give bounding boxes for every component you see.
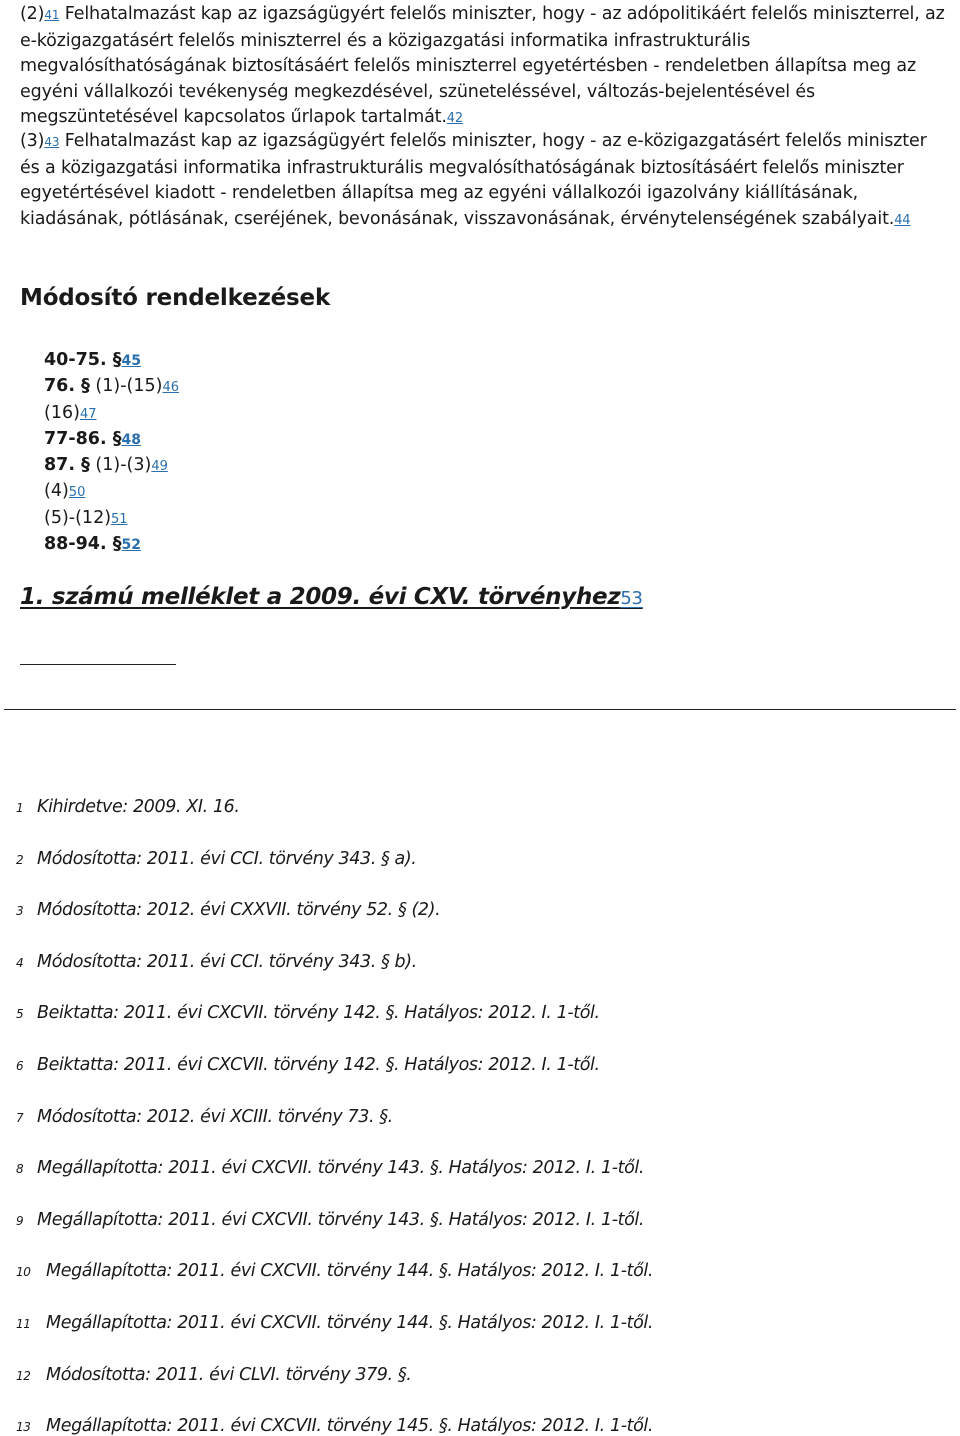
footnote-number: 12 bbox=[16, 1368, 31, 1383]
footnote-text: Megállapította: 2011. évi CXCVII. törvény 144. §. Hatályos: 2012. I. 1-től. bbox=[46, 1313, 653, 1333]
amendment-item bbox=[44, 427, 179, 453]
footnote-text: Kihirdetve: 2009. XI. 16. bbox=[37, 797, 240, 817]
footnote-text: Megállapította: 2011. évi CXCVII. törvény 143. §. Hatályos: 2012. I. 1-től. bbox=[37, 1158, 644, 1179]
footnote-link[interactable]: 43 bbox=[44, 135, 60, 149]
footnote-text: Megállapította: 2011. évi CXCVII. törvény 143. §. Hatályos: 2012. I. 1-től. bbox=[37, 1209, 644, 1230]
footnote-number: 7 bbox=[16, 1110, 24, 1125]
footnote-link[interactable]: 52 bbox=[121, 537, 141, 554]
footnote-text: Módosította: 2011. évi CCI. törvény 343. § b). bbox=[37, 951, 417, 972]
paragraph-number: (2) bbox=[20, 4, 45, 24]
amendment-range: (16) bbox=[44, 402, 80, 423]
amendment-item bbox=[44, 532, 179, 558]
footnote-link[interactable]: 49 bbox=[151, 459, 168, 475]
amendment-section: 88-94. § bbox=[44, 534, 122, 555]
footnote bbox=[16, 1055, 600, 1075]
annex-title bbox=[20, 584, 643, 610]
footnote-link[interactable]: 47 bbox=[79, 406, 97, 422]
footnote-text: Módosította: 2012. évi XCIII. törvény 73. §. bbox=[37, 1106, 393, 1127]
amendment-section: 40-75. § bbox=[44, 350, 122, 370]
amendment-range: (1)-(3) bbox=[89, 455, 152, 476]
amendment-list bbox=[44, 348, 179, 558]
amendment-item bbox=[44, 348, 179, 374]
amendment-item bbox=[44, 401, 179, 427]
footnote-text: Módosította: 2011. évi CCI. törvény 343. § a). bbox=[37, 848, 417, 869]
footnote-link[interactable]: 42 bbox=[446, 111, 464, 126]
footnote-text: Módosította: 2011. évi CLVI. törvény 379. §. bbox=[46, 1364, 412, 1385]
paragraph-text: Felhatalmazást kap az igazságügyért felelős miniszter, hogy - az e-közigazgatásért felelős miniszter és a közigazgatási informatika infrastrukturális megvalósíthatóságának biztosításáért felelős miniszter egyetértésével kiadott - rendeletben állapítsa meg az egyéni vállalkozói igazolvány kiállításának, kiadásának, pótlásának, cseréjének, bevonásának, visszavonásának, érvénytelenségének szabályait. bbox=[20, 131, 927, 229]
amendment-section: 77-86. § bbox=[44, 428, 122, 449]
footnote-link[interactable]: 46 bbox=[162, 380, 179, 396]
footnote-link[interactable]: 50 bbox=[68, 485, 86, 501]
footnote bbox=[16, 849, 416, 869]
footnote-number: 9 bbox=[16, 1213, 24, 1228]
footnote bbox=[16, 900, 440, 920]
footnote bbox=[16, 1107, 393, 1127]
short-divider bbox=[20, 664, 176, 665]
footnote-number: 3 bbox=[16, 904, 24, 919]
footnote-number: 6 bbox=[16, 1059, 24, 1073]
footnote bbox=[16, 1158, 644, 1178]
footnote-number: 10 bbox=[16, 1265, 31, 1280]
amendment-range: (5)-(12) bbox=[44, 507, 112, 528]
footnote-text: Beiktatta: 2011. évi CXCVII. törvény 142. §. Hatályos: 2012. I. 1-től. bbox=[37, 1055, 600, 1075]
footnote-link[interactable]: 48 bbox=[121, 431, 141, 448]
footnote-number: 5 bbox=[16, 1007, 24, 1022]
paragraph-2 bbox=[20, 2, 950, 132]
footnote-number: 11 bbox=[16, 1317, 31, 1331]
paragraph-text: Felhatalmazást kap az igazságügyért felelős miniszter, hogy - az adópolitikáért felelős miniszterrel, az e-közigazgatásért felelős miniszterrel és a közigazgatási informatika infrastrukturális megvalósíthatóságának biztosításáért felelős miniszterrel egyetértésben - rendeletben állapítsa meg az egyéni vállalkozói tevékenység megkezdésével, szüneteléssével, változás-bejelentésével és megszüntetésével kapcsolatos űrlapok tartalmát. bbox=[20, 4, 945, 127]
footnote-text: Megállapította: 2011. évi CXCVII. törvény 145. §. Hatályos: 2012. I. 1-től. bbox=[46, 1416, 653, 1436]
footnote bbox=[16, 1416, 653, 1436]
footnote-link[interactable]: 51 bbox=[111, 511, 128, 527]
footnote bbox=[16, 797, 240, 817]
footnote-number: 1 bbox=[16, 801, 24, 815]
footnote-number: 13 bbox=[16, 1420, 31, 1435]
amendment-item bbox=[44, 506, 179, 532]
amendment-item bbox=[44, 479, 179, 505]
footnote-link[interactable]: 44 bbox=[894, 212, 911, 228]
amendment-item bbox=[44, 374, 179, 400]
paragraph-number: (3) bbox=[20, 131, 45, 151]
footnote bbox=[16, 1003, 600, 1023]
amendment-item bbox=[44, 453, 179, 479]
footnote-text: Beiktatta: 2011. évi CXCVII. törvény 142. §. Hatályos: 2012. I. 1-től. bbox=[37, 1003, 600, 1024]
footnote-number: 4 bbox=[16, 955, 24, 970]
footnote-text: Módosította: 2012. évi CXXVII. törvény 52. § (2). bbox=[37, 900, 441, 921]
footnote-text: Megállapította: 2011. évi CXCVII. törvény 144. §. Hatályos: 2012. I. 1-től. bbox=[46, 1261, 653, 1282]
footnote bbox=[16, 1365, 411, 1385]
amendment-range: (4) bbox=[44, 481, 69, 502]
footnote-divider bbox=[4, 709, 956, 710]
section-title: Módosító rendelkezések bbox=[20, 285, 331, 311]
footnote-link[interactable]: 41 bbox=[44, 8, 60, 22]
footnote-link[interactable]: 53 bbox=[620, 588, 643, 609]
footnote bbox=[16, 1210, 644, 1230]
annex-title-text: 1. számú melléklet a 2009. évi CXV. törvényhez bbox=[20, 584, 621, 610]
amendment-range: (1)-(15) bbox=[89, 376, 163, 397]
amendment-section: 76. § bbox=[44, 376, 90, 397]
footnote bbox=[16, 1261, 653, 1281]
footnote-number: 8 bbox=[16, 1162, 24, 1177]
footnote-number: 2 bbox=[16, 852, 24, 867]
footnote bbox=[16, 952, 417, 972]
amendment-section: 87. § bbox=[44, 455, 90, 476]
paragraph-3 bbox=[20, 129, 950, 233]
footnote bbox=[16, 1313, 653, 1333]
footnote-link[interactable]: 45 bbox=[121, 353, 141, 369]
